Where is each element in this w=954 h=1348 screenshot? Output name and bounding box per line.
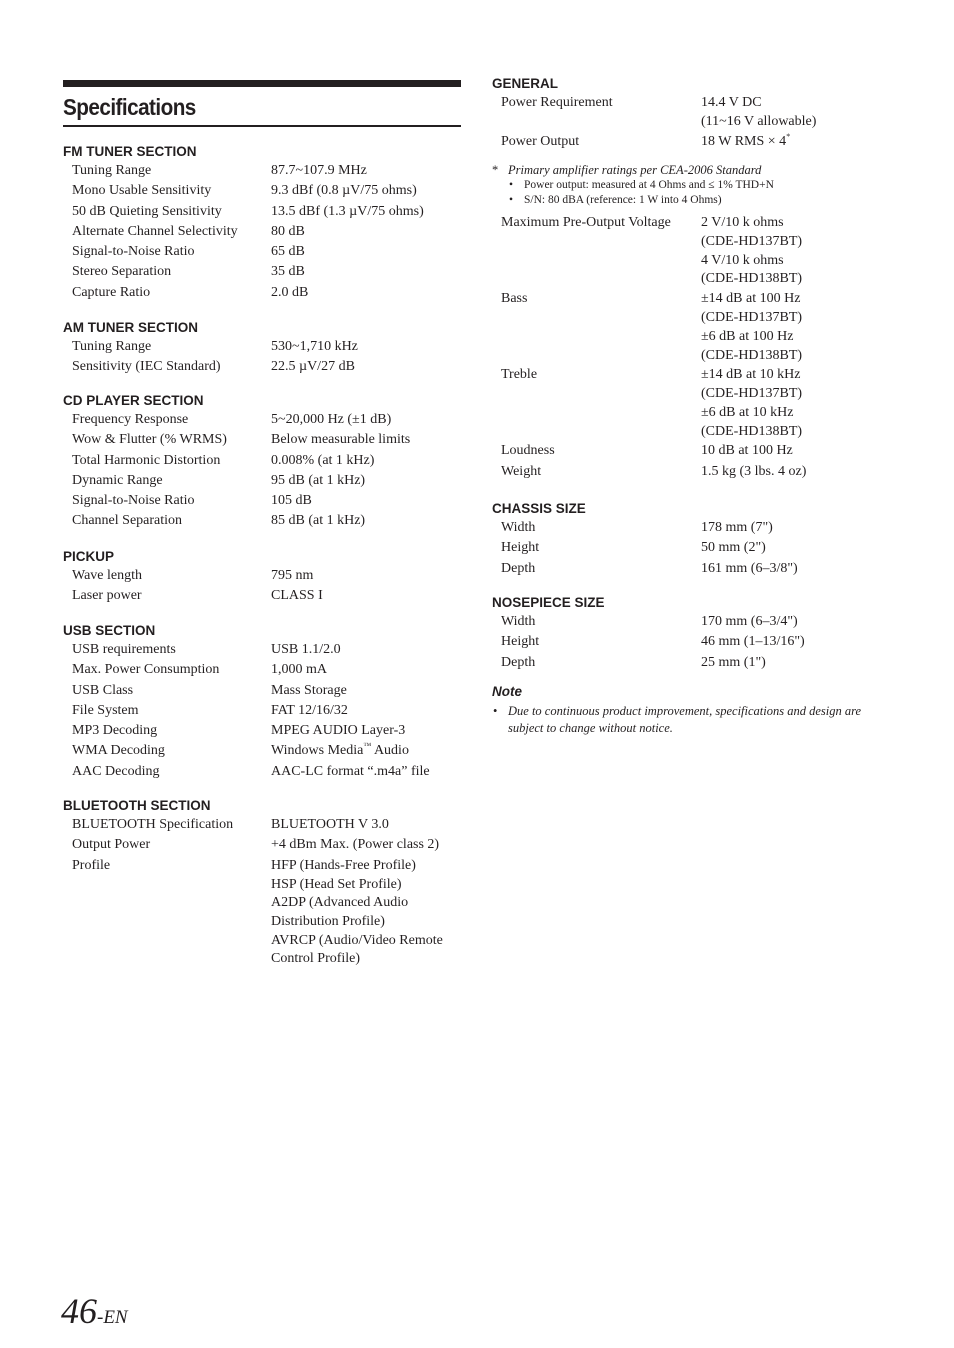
section-heading: GENERAL xyxy=(492,76,559,91)
spec-value-line: 105 dB xyxy=(271,493,312,509)
spec-row-max-power-consumption xyxy=(63,660,463,680)
spec-value xyxy=(271,262,463,282)
spec-value xyxy=(271,660,463,680)
spec-row-stereo-separation xyxy=(63,262,463,282)
spec-value-line: 65 dB xyxy=(271,244,305,260)
spec-value xyxy=(271,283,463,303)
spec-label: Capture Ratio xyxy=(72,284,151,300)
spec-value-line: (CDE-HD138BT) xyxy=(701,423,803,439)
spec-row-weight xyxy=(492,462,912,482)
pickup-section xyxy=(63,549,463,607)
spec-row-usb-requirements xyxy=(63,640,463,660)
spec-label: Laser power xyxy=(72,588,142,604)
section-heading: FM TUNER SECTION xyxy=(63,144,197,159)
cd-player-section xyxy=(63,393,463,532)
nosepiece-size-section xyxy=(492,595,912,673)
spec-value-line: 795 nm xyxy=(271,568,314,583)
spec-value xyxy=(701,518,912,538)
note-block xyxy=(492,683,892,737)
spec-value-line: AAC-LC format “.m4a” file xyxy=(271,763,430,779)
footnote-bullets xyxy=(492,178,912,208)
page-number-suffix: -EN xyxy=(97,1307,128,1328)
section-heading: NOSEPIECE SIZE xyxy=(492,595,605,610)
spec-row-loudness xyxy=(492,441,912,461)
spec-value-line: 178 mm (7") xyxy=(701,520,773,535)
spec-value xyxy=(271,181,463,201)
spec-value xyxy=(271,741,463,761)
footnote-line xyxy=(492,162,912,178)
spec-value-line: HSP (Head Set Profile) xyxy=(271,876,402,892)
section-heading: CHASSIS SIZE xyxy=(492,501,586,516)
spec-value xyxy=(271,640,463,660)
spec-label: Bass xyxy=(501,291,528,307)
section-heading: PICKUP xyxy=(63,549,115,564)
spec-value xyxy=(701,441,912,461)
spec-value-line: 4 V/10 k ohms xyxy=(701,252,784,268)
spec-label: Output Power xyxy=(72,837,151,853)
footnote-text: Primary amplifier ratings per CEA-2006 Standard xyxy=(508,163,762,177)
spec-label: Tuning Range xyxy=(72,339,152,354)
spec-value-line: AVRCP (Audio/Video Remote xyxy=(271,932,443,948)
spec-label: Sensitivity (IEC Standard) xyxy=(72,359,221,375)
spec-row-wave-length xyxy=(63,566,463,586)
spec-value xyxy=(271,471,463,491)
spec-value-line: 2 V/10 k ohms xyxy=(701,215,784,230)
spec-label: Width xyxy=(501,614,536,629)
spec-label: 50 dB Quieting Sensitivity xyxy=(72,203,222,219)
spec-label: Max. Power Consumption xyxy=(72,662,220,678)
spec-value xyxy=(271,701,463,721)
spec-row-tuning-range xyxy=(63,337,463,357)
spec-value-line: Control Profile) xyxy=(271,951,361,967)
spec-value-line: Windows Media™ Audio xyxy=(271,741,409,759)
spec-value xyxy=(701,462,912,482)
spec-value xyxy=(701,653,912,673)
spec-value-line: 22.5 µV/27 dB xyxy=(271,359,355,375)
spec-label: Alternate Channel Selectivity xyxy=(72,223,238,239)
spec-value xyxy=(271,451,463,471)
page-title: Specifications xyxy=(63,94,196,120)
spec-label: Height xyxy=(501,540,540,556)
spec-label: USB requirements xyxy=(72,642,176,657)
footnote-bullet: • Power output: measured at 4 Ohms and ≤ 1% THD+N xyxy=(508,178,912,193)
spec-value-line: A2DP (Advanced Audio xyxy=(271,895,409,911)
spec-label: Channel Separation xyxy=(72,513,183,529)
section-heading: USB SECTION xyxy=(63,623,156,638)
spec-value xyxy=(271,430,463,450)
spec-value-line: +4 dBm Max. (Power class 2) xyxy=(271,837,440,853)
spec-row-frequency-response xyxy=(63,410,463,430)
spec-value-line: 95 dB (at 1 kHz) xyxy=(271,472,366,488)
spec-row-aac-decoding xyxy=(63,762,463,782)
spec-row-total-harmonic-distortion xyxy=(63,451,463,471)
spec-row-50-db-quieting-sensitivity xyxy=(63,202,463,222)
spec-value-line: 9.3 dBf (0.8 µV/75 ohms) xyxy=(271,183,417,199)
title-rule xyxy=(63,125,461,127)
spec-value-line: FAT 12/16/32 xyxy=(271,702,348,718)
spec-value-line: ±14 dB at 10 kHz xyxy=(701,367,801,383)
spec-label: WMA Decoding xyxy=(72,743,165,759)
spec-value-line: 87.7~107.9 MHz xyxy=(271,163,367,178)
spec-value-line: 2.0 dB xyxy=(271,284,309,300)
spec-value-line: 85 dB (at 1 kHz) xyxy=(271,513,366,529)
spec-value-line: 80 dB xyxy=(271,223,305,239)
spec-value-line: 25 mm (1") xyxy=(701,654,766,670)
spec-value-line: (CDE-HD138BT) xyxy=(701,347,803,363)
spec-value-line: (CDE-HD137BT) xyxy=(701,234,803,250)
spec-value xyxy=(271,815,463,835)
spec-value xyxy=(271,491,463,511)
section-heading: AM TUNER SECTION xyxy=(63,320,198,335)
spec-row-power-output xyxy=(492,132,912,152)
spec-row-wow-flutter-wrms xyxy=(63,430,463,450)
general-section-continued xyxy=(492,213,912,482)
spec-label: Loudness xyxy=(501,443,555,459)
spec-value-line: 13.5 dBf (1.3 µV/75 ohms) xyxy=(271,203,424,219)
spec-value-line: Mass Storage xyxy=(271,682,347,698)
spec-label: Height xyxy=(501,634,540,650)
spec-value-line: USB 1.1/2.0 xyxy=(271,642,341,657)
spec-row-mono-usable-sensitivity xyxy=(63,181,463,201)
spec-row-file-system xyxy=(63,701,463,721)
spec-value-line: 50 mm (2") xyxy=(701,540,766,556)
spec-value xyxy=(271,161,463,181)
title-bar xyxy=(63,80,461,87)
spec-value xyxy=(271,337,463,357)
spec-label: Weight xyxy=(501,463,542,479)
spec-row-depth xyxy=(492,559,912,579)
spec-value xyxy=(271,242,463,262)
spec-label: Signal-to-Noise Ratio xyxy=(72,244,195,260)
note-text: • Due to continuous product improvement, specifications and design are subject to change without notice. xyxy=(492,703,892,737)
section-heading: CD PLAYER SECTION xyxy=(63,393,204,408)
spec-row-signal-to-noise-ratio xyxy=(63,242,463,262)
spec-row-width xyxy=(492,518,912,538)
spec-row-profile xyxy=(63,856,463,969)
spec-label: Width xyxy=(501,520,536,535)
spec-value xyxy=(271,762,463,782)
spec-row-height xyxy=(492,632,912,652)
spec-label: Wave length xyxy=(72,568,143,583)
usb-section xyxy=(63,623,463,782)
footnote-marker: * xyxy=(492,163,499,177)
spec-row-alternate-channel-selectivity xyxy=(63,222,463,242)
spec-value-line: ±6 dB at 100 Hz xyxy=(701,328,794,344)
spec-value-line: 46 mm (1–13/16") xyxy=(701,634,805,650)
spec-value-line: MPEG AUDIO Layer-3 xyxy=(271,723,406,739)
spec-row-tuning-range xyxy=(63,161,463,181)
spec-value xyxy=(271,586,463,606)
spec-label: Signal-to-Noise Ratio xyxy=(72,493,195,509)
general-section xyxy=(492,76,912,152)
spec-value-line: 530~1,710 kHz xyxy=(271,339,358,354)
footnote-bullet: • S/N: 80 dBA (reference: 1 W into 4 Ohms) xyxy=(508,193,912,208)
am-tuner-section xyxy=(63,320,463,378)
spec-value-line: ±14 dB at 100 Hz xyxy=(701,291,801,307)
spec-value-line: 1.5 kg (3 lbs. 4 oz) xyxy=(701,463,807,479)
spec-value xyxy=(701,213,912,289)
spec-value xyxy=(271,357,463,377)
spec-value-line: 0.008% (at 1 kHz) xyxy=(271,452,375,468)
spec-row-signal-to-noise-ratio xyxy=(63,491,463,511)
spec-row-usb-class xyxy=(63,681,463,701)
spec-label: Power Requirement xyxy=(501,95,613,110)
spec-value xyxy=(271,835,463,855)
spec-value-line: (CDE-HD137BT) xyxy=(701,386,803,402)
spec-value xyxy=(271,681,463,701)
spec-row-wma-decoding xyxy=(63,741,463,761)
spec-value xyxy=(701,612,912,632)
spec-value xyxy=(271,410,463,430)
spec-label: Frequency Response xyxy=(72,412,189,427)
spec-row-capture-ratio xyxy=(63,283,463,303)
spec-label: Treble xyxy=(501,367,538,383)
spec-value-line: CLASS I xyxy=(271,588,323,604)
spec-value-line: HFP (Hands-Free Profile) xyxy=(271,857,416,873)
spec-value xyxy=(701,365,912,441)
spec-value xyxy=(701,559,912,579)
section-heading: BLUETOOTH SECTION xyxy=(63,798,211,813)
spec-value-line: BLUETOOTH V 3.0 xyxy=(271,817,389,832)
spec-row-channel-separation xyxy=(63,511,463,531)
spec-label: Mono Usable Sensitivity xyxy=(72,183,212,199)
page-number-value: 46 xyxy=(61,1291,97,1331)
spec-value xyxy=(701,289,912,365)
spec-label: Wow & Flutter (% WRMS) xyxy=(72,432,227,448)
note-heading: Note xyxy=(492,684,522,699)
spec-value-line: Below measurable limits xyxy=(271,432,411,448)
spec-label: File System xyxy=(72,702,139,718)
spec-value-line: 14.4 V DC xyxy=(701,95,762,110)
spec-value xyxy=(271,566,463,586)
spec-row-dynamic-range xyxy=(63,471,463,491)
spec-value xyxy=(271,721,463,741)
spec-row-width xyxy=(492,612,912,632)
spec-label: Profile xyxy=(72,857,111,873)
spec-row-depth xyxy=(492,653,912,673)
spec-row-laser-power xyxy=(63,586,463,606)
spec-value-line: 5~20,000 Hz (±1 dB) xyxy=(271,412,392,427)
spec-value xyxy=(271,222,463,242)
spec-label: Power Output xyxy=(501,133,580,149)
spec-label: Maximum Pre-Output Voltage xyxy=(501,215,671,230)
spec-value-line: ±6 dB at 10 kHz xyxy=(701,405,794,421)
spec-value xyxy=(701,93,912,132)
spec-label: USB Class xyxy=(72,682,134,698)
spec-value xyxy=(271,511,463,531)
spec-label: Tuning Range xyxy=(72,163,152,178)
spec-value-line: 170 mm (6–3/4") xyxy=(701,614,798,629)
spec-value-line: 10 dB at 100 Hz xyxy=(701,443,793,459)
fm-tuner-section xyxy=(63,144,463,303)
spec-value-line: (CDE-HD138BT) xyxy=(701,271,803,287)
spec-label: Total Harmonic Distortion xyxy=(72,452,221,468)
spec-value-line: 18 W RMS × 4* xyxy=(701,131,791,149)
spec-value xyxy=(701,132,912,152)
spec-value xyxy=(271,856,463,969)
spec-row-mp3-decoding xyxy=(63,721,463,741)
spec-row-sensitivity-iec-standard xyxy=(63,357,463,377)
spec-label: Stereo Separation xyxy=(72,264,172,280)
spec-value xyxy=(271,202,463,222)
spec-value-line: Distribution Profile) xyxy=(271,914,385,930)
spec-value-line: 35 dB xyxy=(271,264,305,280)
spec-label: Depth xyxy=(501,560,536,576)
spec-label: AAC Decoding xyxy=(72,763,160,779)
spec-value-line: (CDE-HD137BT) xyxy=(701,310,803,326)
spec-row-output-power xyxy=(63,835,463,855)
spec-label: BLUETOOTH Specification xyxy=(72,817,234,832)
spec-row-treble xyxy=(492,365,912,441)
spec-label: Depth xyxy=(501,654,536,670)
spec-value xyxy=(701,538,912,558)
spec-label: Dynamic Range xyxy=(72,472,163,488)
spec-value-line: (11~16 V allowable) xyxy=(701,114,817,130)
spec-row-maximum-pre-output-voltage xyxy=(492,213,912,289)
spec-label: MP3 Decoding xyxy=(72,723,158,739)
spec-value-line: 161 mm (6–3/8") xyxy=(701,560,798,576)
spec-row-height xyxy=(492,538,912,558)
chassis-size-section xyxy=(492,501,912,579)
spec-row-bass xyxy=(492,289,912,365)
spec-value-line: 1,000 mA xyxy=(271,662,327,678)
spec-row-bluetooth-specification xyxy=(63,815,463,835)
title-block xyxy=(63,80,461,127)
spec-row-power-requirement xyxy=(492,93,912,132)
page-number xyxy=(61,1290,128,1332)
amplifier-footnote xyxy=(492,162,912,208)
bluetooth-section xyxy=(63,798,463,969)
spec-value xyxy=(701,632,912,652)
